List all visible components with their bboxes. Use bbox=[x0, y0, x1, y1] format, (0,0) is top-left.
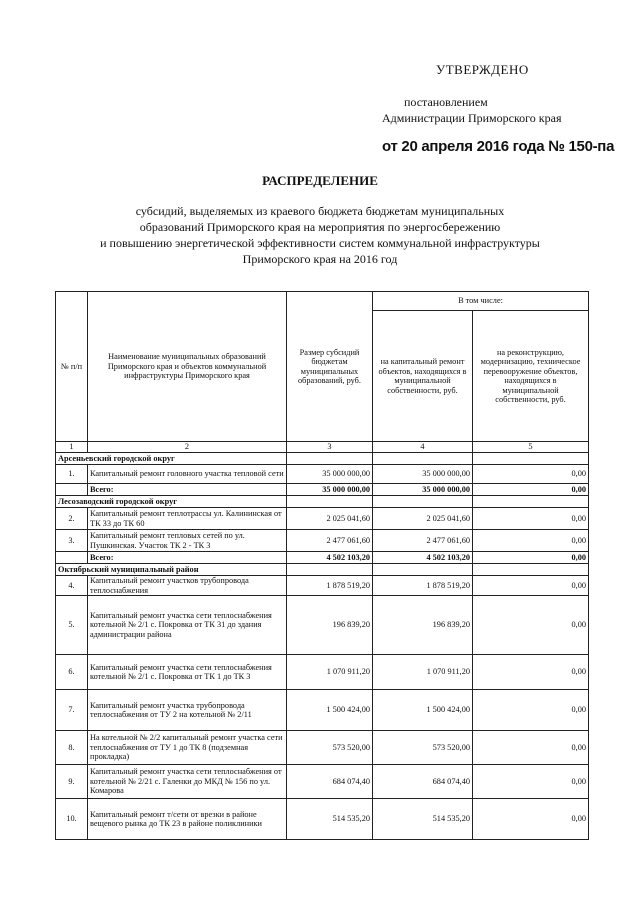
row-number: 3. bbox=[56, 530, 88, 552]
empty-cell bbox=[287, 453, 373, 465]
row-number: 9. bbox=[56, 765, 88, 799]
row-repair: 1 500 424,00 bbox=[373, 690, 473, 731]
group-name: Октябрьский муниципальный район bbox=[56, 564, 287, 576]
total-reconstruction: 0,00 bbox=[473, 484, 589, 496]
row-repair: 2 477 061,60 bbox=[373, 530, 473, 552]
row-reconstruction: 0,00 bbox=[473, 731, 589, 765]
empty-cell bbox=[473, 564, 589, 576]
table-row bbox=[56, 655, 589, 690]
header-num: № п/п bbox=[56, 292, 88, 442]
total-amount: 35 000 000,00 bbox=[287, 484, 373, 496]
row-name: Капитальный ремонт участка трубопровода теплоснабжения от ТУ 2 на котельной № 2/11 bbox=[88, 690, 287, 731]
row-repair: 1 070 911,20 bbox=[373, 655, 473, 690]
group-row bbox=[56, 453, 589, 465]
header-repair: на капитальный ремонт объектов, находящихся в муниципальной собственности, руб. bbox=[373, 311, 473, 442]
table-row bbox=[56, 731, 589, 765]
row-number: 5. bbox=[56, 596, 88, 655]
total-row bbox=[56, 484, 589, 496]
row-name: Капитальный ремонт участка сети теплоснабжения котельной № 2/1 с. Покровка от ТК 1 до ТК 3 bbox=[88, 655, 287, 690]
row-reconstruction: 0,00 bbox=[473, 576, 589, 596]
row-name: На котельной № 2/2 капитальный ремонт участка сети теплоснабжения от ТУ 1 до ТК 8 (подземная прокладка) bbox=[88, 731, 287, 765]
row-reconstruction: 0,00 bbox=[473, 690, 589, 731]
total-repair: 4 502 103,20 bbox=[373, 552, 473, 564]
col-number: 4 bbox=[373, 442, 473, 453]
row-name: Капитальный ремонт участков трубопровода теплоснабжения bbox=[88, 576, 287, 596]
decree-number: от 20 апреля 2016 года № 150-па bbox=[382, 138, 615, 155]
col-number: 5 bbox=[473, 442, 589, 453]
empty-cell bbox=[287, 564, 373, 576]
row-amount: 684 074,40 bbox=[287, 765, 373, 799]
col-number: 3 bbox=[287, 442, 373, 453]
subtitle-line: субсидий, выделяемых из краевого бюджета бюджетам муниципальных bbox=[135, 204, 505, 218]
row-number: 8. bbox=[56, 731, 88, 765]
row-name: Капитальный ремонт теплотрассы ул. Калининская от ТК 33 до ТК 60 bbox=[88, 508, 287, 530]
col-number: 1 bbox=[56, 442, 88, 453]
row-reconstruction: 0,00 bbox=[473, 596, 589, 655]
empty-cell bbox=[56, 552, 88, 564]
table-row bbox=[56, 576, 589, 596]
header-name: Наименование муниципальных образований Приморского края и объектов коммунальной инфраструктуры Приморского края bbox=[88, 292, 287, 442]
group-name: Арсеньевский городской округ bbox=[56, 453, 287, 465]
row-reconstruction: 0,00 bbox=[473, 530, 589, 552]
row-repair: 2 025 041,60 bbox=[373, 508, 473, 530]
decree-line: Администрации Приморского края bbox=[382, 111, 562, 125]
total-reconstruction: 0,00 bbox=[473, 552, 589, 564]
empty-cell bbox=[56, 484, 88, 496]
row-number: 6. bbox=[56, 655, 88, 690]
row-name: Капитальный ремонт т/сети от врезки в районе вещевого рынка до ТК 23 в районе поликлиники bbox=[88, 799, 287, 840]
row-amount: 1 500 424,00 bbox=[287, 690, 373, 731]
row-reconstruction: 0,00 bbox=[473, 508, 589, 530]
row-amount: 1 878 519,20 bbox=[287, 576, 373, 596]
table-row bbox=[56, 765, 589, 799]
table-row bbox=[56, 465, 589, 484]
row-amount: 35 000 000,00 bbox=[287, 465, 373, 484]
group-row bbox=[56, 564, 589, 576]
subtitle-line: Приморского края на 2016 год bbox=[242, 252, 398, 266]
table-row bbox=[56, 799, 589, 840]
document-title: РАСПРЕДЕЛЕНИЕ bbox=[262, 173, 378, 188]
row-name: Капитальный ремонт тепловых сетей по ул. Пушкинская. Участок ТК 2 - ТК 3 bbox=[88, 530, 287, 552]
subtitle-line: образований Приморского края на мероприятия по энергосбережению bbox=[139, 220, 501, 234]
row-reconstruction: 0,00 bbox=[473, 465, 589, 484]
row-amount: 514 535,20 bbox=[287, 799, 373, 840]
table-row bbox=[56, 508, 589, 530]
group-name: Лесозаводский городской округ bbox=[56, 496, 287, 508]
row-amount: 196 839,20 bbox=[287, 596, 373, 655]
header-including: В том числе: bbox=[373, 292, 589, 311]
subsidy-table bbox=[55, 291, 589, 840]
row-reconstruction: 0,00 bbox=[473, 765, 589, 799]
total-row bbox=[56, 552, 589, 564]
row-number: 4. bbox=[56, 576, 88, 596]
row-amount: 2 477 061,60 bbox=[287, 530, 373, 552]
row-name: Капитальный ремонт участка сети теплоснабжения от котельной № 2/21 с. Галенки до МКД № 156 по ул. Комарова bbox=[88, 765, 287, 799]
row-repair: 514 535,20 bbox=[373, 799, 473, 840]
row-repair: 684 074,40 bbox=[373, 765, 473, 799]
empty-cell bbox=[373, 564, 473, 576]
row-repair: 196 839,20 bbox=[373, 596, 473, 655]
document-subtitle bbox=[60, 203, 580, 267]
row-repair: 573 520,00 bbox=[373, 731, 473, 765]
row-repair: 35 000 000,00 bbox=[373, 465, 473, 484]
row-amount: 1 070 911,20 bbox=[287, 655, 373, 690]
header-amount: Размер субсидий бюджетам муниципальных образований, руб. bbox=[287, 292, 373, 442]
col-number: 2 bbox=[88, 442, 287, 453]
header-reconstruction: на реконструкцию, модернизацию, техническое перевооружение объектов, находящихся в муниципальной собственности, руб. bbox=[473, 311, 589, 442]
approval-stamp: УТВЕРЖДЕНО bbox=[436, 62, 529, 77]
row-name: Капитальный ремонт участка сети теплоснабжения котельной № 2/1 с. Покровка от ТК 31 до здания администрации района bbox=[88, 596, 287, 655]
empty-cell bbox=[473, 496, 589, 508]
row-reconstruction: 0,00 bbox=[473, 799, 589, 840]
total-amount: 4 502 103,20 bbox=[287, 552, 373, 564]
total-label: Всего: bbox=[88, 484, 287, 496]
table-row bbox=[56, 596, 589, 655]
row-reconstruction: 0,00 bbox=[473, 655, 589, 690]
empty-cell bbox=[473, 453, 589, 465]
total-label: Всего: bbox=[88, 552, 287, 564]
row-number: 2. bbox=[56, 508, 88, 530]
decree-line: постановлением bbox=[404, 95, 488, 109]
row-repair: 1 878 519,20 bbox=[373, 576, 473, 596]
empty-cell bbox=[373, 496, 473, 508]
row-amount: 573 520,00 bbox=[287, 731, 373, 765]
group-row bbox=[56, 496, 589, 508]
row-number: 10. bbox=[56, 799, 88, 840]
row-number: 1. bbox=[56, 465, 88, 484]
table-row bbox=[56, 530, 589, 552]
table-row bbox=[56, 690, 589, 731]
row-amount: 2 025 041,60 bbox=[287, 508, 373, 530]
subtitle-line: и повышению энергетической эффективности систем коммунальной инфраструктуры bbox=[100, 236, 540, 250]
total-repair: 35 000 000,00 bbox=[373, 484, 473, 496]
empty-cell bbox=[373, 453, 473, 465]
row-number: 7. bbox=[56, 690, 88, 731]
row-name: Капитальный ремонт головного участка тепловой сети bbox=[88, 465, 287, 484]
empty-cell bbox=[287, 496, 373, 508]
